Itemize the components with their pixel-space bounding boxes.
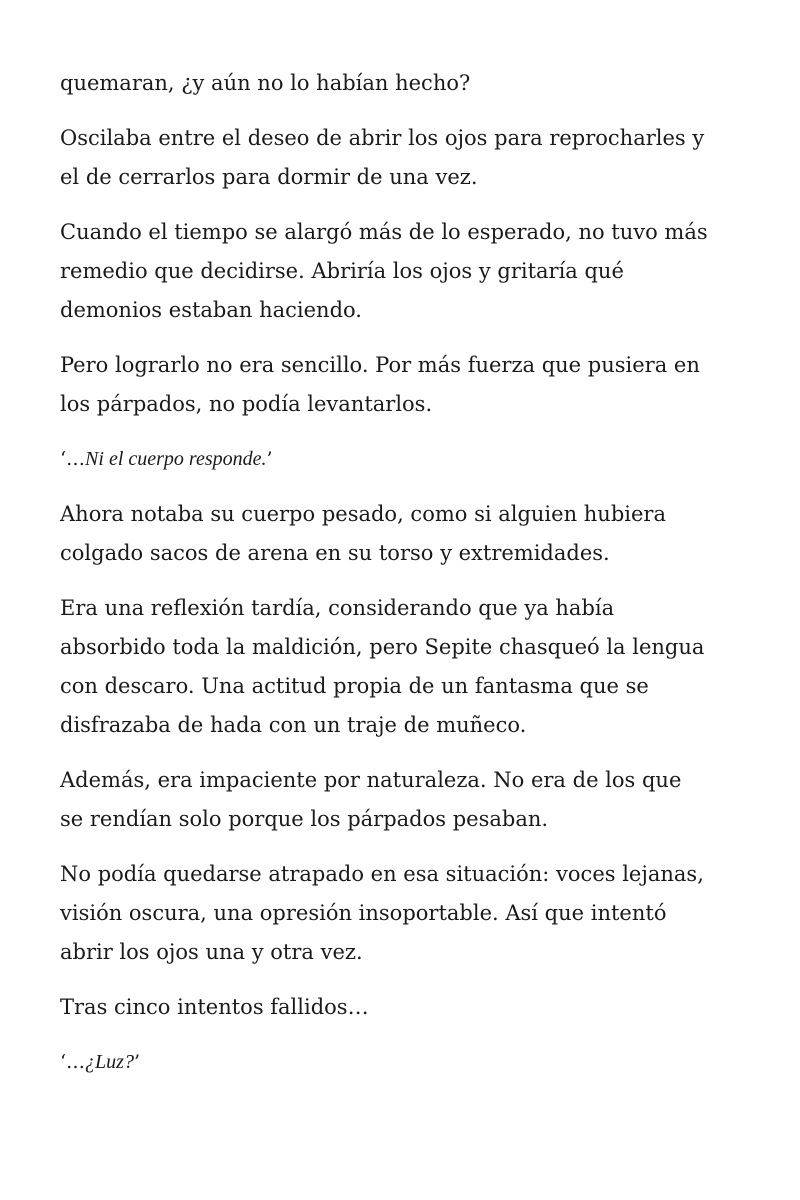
text-line: Ahora notaba su cuerpo pesado, como si alguien hubiera — [60, 502, 666, 526]
text-line: se rendían solo porque los párpados pesaban. — [60, 807, 549, 831]
quote-close: ’ — [133, 1051, 140, 1073]
text-line: el de cerrarlos para dormir de una vez. — [60, 165, 478, 189]
text-line: abrir los ojos una y otra vez. — [60, 940, 363, 964]
text-line: Cuando el tiempo se alargó más de lo esperado, no tuvo más — [60, 220, 708, 244]
paragraph-7 — [60, 761, 750, 839]
inner-thought-2 — [60, 1043, 750, 1082]
paragraph-8 — [60, 855, 750, 972]
inner-thought-1 — [60, 440, 750, 479]
paragraph-5 — [60, 495, 750, 573]
text-line: Además, era impaciente por naturaleza. No era de los que — [60, 768, 682, 792]
text-line: No podía quedarse atrapado en esa situación: voces lejanas, — [60, 862, 704, 886]
quote-open: ‘… — [60, 1051, 86, 1073]
paragraph-6 — [60, 589, 750, 745]
text-line: con descaro. Una actitud propia de un fantasma que se — [60, 674, 649, 698]
text-line: Era una reflexión tardía, considerando que ya había — [60, 596, 615, 620]
text-line: demonios estaban haciendo. — [60, 298, 362, 322]
text-line: Oscilaba entre el deseo de abrir los ojos para reprocharles y — [60, 126, 705, 150]
paragraph-3 — [60, 213, 750, 330]
quote-open: ‘… — [60, 448, 86, 470]
thought-text: Ni el cuerpo responde. — [85, 448, 267, 470]
text-line: Pero lograrlo no era sencillo. Por más fuerza que pusiera en — [60, 353, 700, 377]
text-line: disfrazaba de hada con un traje de muñeco. — [60, 713, 527, 737]
paragraph-9 — [60, 988, 750, 1027]
text-line: quemaran, ¿y aún no lo habían hecho? — [60, 71, 471, 95]
paragraph-2 — [60, 119, 750, 197]
thought-text: ¿Luz? — [85, 1051, 134, 1073]
paragraph-1 — [60, 64, 750, 103]
book-page — [60, 64, 750, 1098]
text-line: Tras cinco intentos fallidos… — [60, 995, 369, 1019]
text-line: colgado sacos de arena en su torso y extremidades. — [60, 541, 610, 565]
text-line: remedio que decidirse. Abriría los ojos y gritaría qué — [60, 259, 624, 283]
paragraph-4 — [60, 346, 750, 424]
text-line: visión oscura, una opresión insoportable. Así que intentó — [60, 901, 667, 925]
quote-close: ’ — [266, 448, 273, 470]
text-line: absorbido toda la maldición, pero Sepite chasqueó la lengua — [60, 635, 705, 659]
text-line: los párpados, no podía levantarlos. — [60, 392, 433, 416]
